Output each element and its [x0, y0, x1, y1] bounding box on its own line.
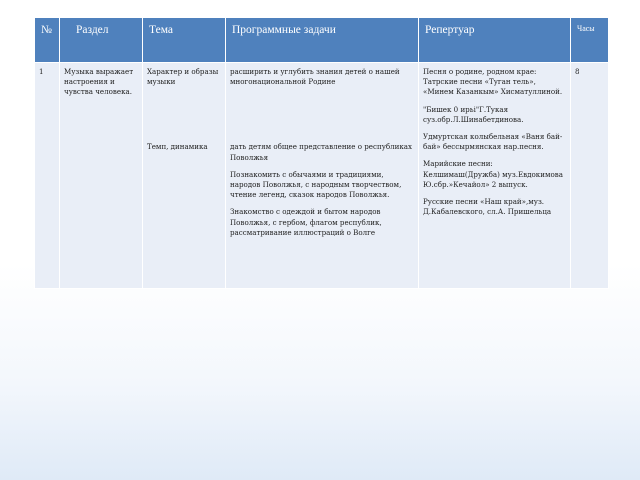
repertoire-item: Песня о родине, родном крае: Татрские песни «Туган тель», «Минем Казанкым» Хисматуллиной. [423, 67, 563, 97]
header-tasks: Программные задачи [226, 18, 419, 63]
header-number: № [35, 18, 60, 63]
cell-repertoire [419, 63, 571, 289]
repertoire-item: Удмуртская колыбельная «Ваня бай-бай» бессырмянская нар.песня. [423, 132, 563, 152]
cell-hours: 8 [571, 63, 609, 289]
table-header-row [35, 18, 609, 63]
header-theme: Тема [143, 18, 226, 63]
task-item: Знакомство с одеждой и бытом народов Поволжья, с гербом, флагом республик, рассматривание иллюстраций о Волге [230, 207, 382, 237]
curriculum-table [34, 17, 609, 289]
table-row [35, 63, 609, 289]
theme-item: Характер и образы музыки [147, 67, 219, 87]
task-item: дать детям общее представление о республиках Поволжья [230, 142, 413, 162]
repertoire-item: Русские песни «Наш край»,муз. Д.Кабалевского, сл.А. Пришельца [423, 197, 552, 217]
header-repertoire: Репертуар [419, 18, 571, 63]
cell-theme [143, 63, 226, 289]
cell-number: 1 [35, 63, 60, 289]
header-hours: Часы [571, 18, 609, 63]
repertoire-item: "Бишек 0 ирьі"Г.Тукая суз.обр.Л.Шинабетдинова. [423, 104, 524, 124]
task-item: расширить и углубить знания детей о нашей многонациональной Родине [230, 67, 400, 87]
cell-tasks [226, 63, 419, 289]
task-item: Познакомить с обычаями и традициями, народов Поволжья, с народным творчеством, чтение легенд, сказок народов Поволжья. [230, 169, 402, 200]
cell-section: Музыка выражает настроения и чувства человека. [60, 63, 143, 289]
repertoire-item: Марийские песни: Келшимаш(Дружба) муз.Евдокимова Ю.сбр.»Кечайол» 2 выпуск. [423, 159, 563, 189]
header-section: Раздел [60, 18, 143, 63]
theme-item: Темп, динамика [147, 142, 208, 152]
